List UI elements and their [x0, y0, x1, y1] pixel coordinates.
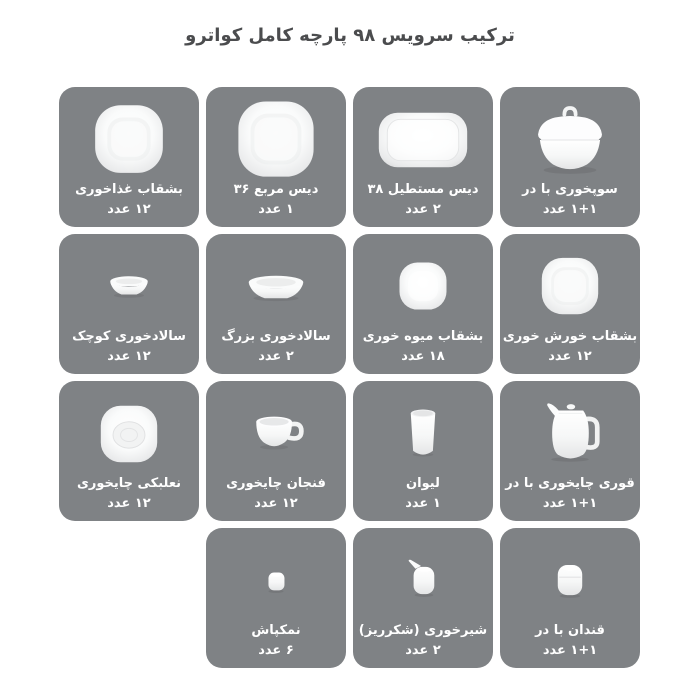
- product-image-area: [500, 240, 640, 334]
- product-image-area: [500, 93, 640, 187]
- product-image-area: [353, 534, 493, 628]
- item-name: نعلبکی چایخوری: [76, 476, 182, 491]
- soup-tureen-icon: [523, 93, 617, 187]
- product-image-area: [353, 387, 493, 481]
- product-image-area: [59, 240, 199, 334]
- tumbler-icon: [376, 387, 470, 481]
- product-tile-fruit-plate: [353, 234, 493, 374]
- item-quantity: ۱+۱ عدد: [542, 496, 598, 511]
- item-name: سالادخوری بزرگ: [221, 329, 331, 344]
- product-image-area: [353, 240, 493, 334]
- product-label: [208, 326, 344, 367]
- product-image-area: [206, 387, 346, 481]
- item-name: دیس مربع ۳۶: [233, 182, 319, 197]
- teapot-icon: [523, 387, 617, 481]
- stew-plate-icon: [523, 240, 617, 334]
- product-image-area: [59, 387, 199, 481]
- product-tile-teapot: [500, 381, 640, 521]
- items-grid: [59, 87, 640, 668]
- square-dish-icon: [229, 93, 323, 187]
- item-quantity: ۶ عدد: [258, 643, 294, 658]
- product-tile-tumbler: [353, 381, 493, 521]
- product-label: [61, 179, 197, 220]
- item-name: سوپخوری با در: [522, 182, 618, 197]
- product-label: [355, 326, 491, 367]
- product-tile-milk-jug: [353, 528, 493, 668]
- product-tile-rect-dish: [353, 87, 493, 227]
- product-tile-large-salad-bowl: [206, 234, 346, 374]
- product-tile-stew-plate: [500, 234, 640, 374]
- rect-dish-icon: [376, 93, 470, 187]
- large-salad-bowl-icon: [229, 240, 323, 334]
- product-label: [208, 179, 344, 220]
- product-label: [208, 620, 344, 661]
- item-quantity: ۱+۱ عدد: [542, 202, 598, 217]
- item-name: دیس مستطیل ۳۸: [367, 182, 479, 197]
- item-quantity: ۱۲ عدد: [107, 349, 151, 364]
- item-quantity: ۱۲ عدد: [107, 496, 151, 511]
- item-name: بشقاب غذاخوری: [75, 182, 183, 197]
- product-image-area: [206, 534, 346, 628]
- item-name: شیرخوری (شکرریز): [358, 623, 488, 638]
- product-label: [61, 473, 197, 514]
- product-label: [355, 179, 491, 220]
- product-label: [61, 326, 197, 367]
- product-tile-soup-tureen: [500, 87, 640, 227]
- sugar-bowl-icon: [523, 534, 617, 628]
- product-label: [208, 473, 344, 514]
- item-quantity: ۱۲ عدد: [254, 496, 298, 511]
- product-tile-salt-shaker: [206, 528, 346, 668]
- item-quantity: ۱ عدد: [405, 496, 441, 511]
- item-name: قوری چایخوری با در: [505, 476, 635, 491]
- saucer-icon: [82, 387, 176, 481]
- item-quantity: ۱+۱ عدد: [542, 643, 598, 658]
- product-label: [502, 326, 638, 367]
- product-tile-saucer: [59, 381, 199, 521]
- item-quantity: ۱ عدد: [258, 202, 294, 217]
- item-quantity: ۱۸ عدد: [401, 349, 445, 364]
- product-image-area: [206, 93, 346, 187]
- product-tile-small-salad-bowl: [59, 234, 199, 374]
- milk-jug-icon: [376, 534, 470, 628]
- item-quantity: ۲ عدد: [258, 349, 294, 364]
- product-label: [355, 620, 491, 661]
- product-image-area: [206, 240, 346, 334]
- product-label: [502, 473, 638, 514]
- product-tile-dinner-plate: [59, 87, 199, 227]
- fruit-plate-icon: [376, 240, 470, 334]
- product-label: [355, 473, 491, 514]
- product-tile-teacup: [206, 381, 346, 521]
- item-name: سالادخوری کوچک: [72, 329, 186, 344]
- item-quantity: ۱۲ عدد: [107, 202, 151, 217]
- dinner-plate-icon: [82, 93, 176, 187]
- item-quantity: ۱۲ عدد: [548, 349, 592, 364]
- item-name: لیوان: [406, 476, 440, 491]
- product-image-area: [59, 93, 199, 187]
- product-tile-square-dish: [206, 87, 346, 227]
- product-image-area: [353, 93, 493, 187]
- item-name: بشقاب خورش خوری: [502, 329, 638, 344]
- product-image-area: [500, 534, 640, 628]
- salt-shaker-icon: [229, 534, 323, 628]
- item-name: فنجان چایخوری: [226, 476, 326, 491]
- product-image-area: [500, 387, 640, 481]
- item-quantity: ۲ عدد: [405, 643, 441, 658]
- product-tile-sugar-bowl: [500, 528, 640, 668]
- product-label: [502, 620, 638, 661]
- page-title: ترکیب سرویس ۹۸ پارچه کامل کواترو: [185, 25, 515, 46]
- teacup-icon: [229, 387, 323, 481]
- small-salad-bowl-icon: [82, 240, 176, 334]
- item-name: نمکپاش: [251, 623, 301, 638]
- item-name: قندان با در: [535, 623, 605, 638]
- item-quantity: ۲ عدد: [405, 202, 441, 217]
- item-name: بشقاب میوه خوری: [362, 329, 484, 344]
- product-label: [502, 179, 638, 220]
